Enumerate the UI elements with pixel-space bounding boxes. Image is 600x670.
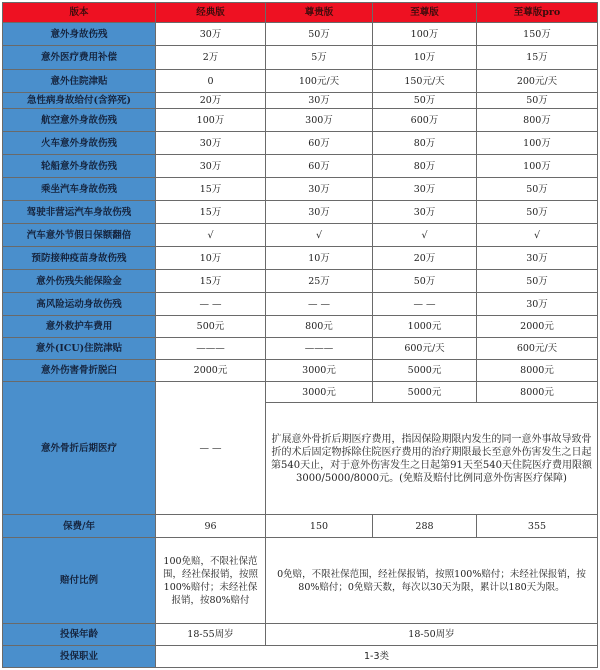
cell: 5万 — [266, 46, 373, 70]
header-version: 版本 — [3, 3, 156, 23]
cell: 300万 — [266, 109, 373, 132]
cell: 30万 — [373, 201, 477, 224]
cell: 150 — [266, 515, 373, 538]
cell: 5000元 — [373, 360, 477, 382]
cell: 30万 — [266, 178, 373, 201]
premium-row — [3, 515, 598, 538]
table-row — [3, 109, 598, 132]
cell: 600元/天 — [477, 338, 598, 360]
cell: 355 — [477, 515, 598, 538]
cell: 800元 — [266, 316, 373, 338]
cell: 600万 — [373, 109, 477, 132]
table-row — [3, 132, 598, 155]
table-row — [3, 201, 598, 224]
cell: 15万 — [477, 46, 598, 70]
row-label: 乘坐汽车身故伤残 — [3, 178, 156, 201]
cell: 100万 — [477, 132, 598, 155]
cell: 0 — [156, 70, 266, 93]
cell: 80万 — [373, 132, 477, 155]
header-classic: 经典版 — [156, 3, 266, 23]
table-row — [3, 23, 598, 46]
table-row — [3, 316, 598, 338]
cell: 0免赔，不限社保范围，经社保报销，按照100%赔付；未经社保报销，按80%赔付；0免赔天数，每次以30天为限，累计以180天为限。 — [266, 538, 598, 624]
table-row — [3, 70, 598, 93]
check-icon: √ — [266, 224, 373, 247]
cell: 5000元 — [373, 382, 477, 403]
table-row — [3, 338, 598, 360]
cell: 96 — [156, 515, 266, 538]
header-premium: 尊贵版 — [266, 3, 373, 23]
cell: ——— — [266, 338, 373, 360]
cell: 100元/天 — [266, 70, 373, 93]
row-label: 投保年龄 — [3, 624, 156, 646]
row-label: 意外医疗费用补偿 — [3, 46, 156, 70]
cell: 3000元 — [266, 382, 373, 403]
cell: 600元/天 — [373, 338, 477, 360]
cell: 30万 — [156, 23, 266, 46]
cell: 200元/天 — [477, 70, 598, 93]
cell: 30万 — [156, 155, 266, 178]
payout-row — [3, 538, 598, 624]
cell: 50万 — [477, 270, 598, 293]
header-supreme-pro: 至尊版pro — [477, 3, 598, 23]
cell: — — — [266, 293, 373, 316]
cell: 20万 — [373, 247, 477, 270]
table-row — [3, 293, 598, 316]
cell: 50万 — [266, 23, 373, 46]
cell: 18-50周岁 — [266, 624, 598, 646]
cell: 8000元 — [477, 360, 598, 382]
table-row — [3, 360, 598, 382]
table-row — [3, 46, 598, 70]
check-icon: √ — [373, 224, 477, 247]
cell: 20万 — [156, 93, 266, 109]
cell: 15万 — [156, 201, 266, 224]
row-label: 意外(ICU)住院津贴 — [3, 338, 156, 360]
table-row — [3, 178, 598, 201]
age-row — [3, 624, 598, 646]
header-supreme: 至尊版 — [373, 3, 477, 23]
cell: 10万 — [373, 46, 477, 70]
cell: 30万 — [477, 247, 598, 270]
cell: 3000元 — [266, 360, 373, 382]
cell: — — — [156, 382, 266, 515]
row-label: 轮船意外身故伤残 — [3, 155, 156, 178]
cell: 100万 — [373, 23, 477, 46]
cell: 288 — [373, 515, 477, 538]
cell: 2000元 — [477, 316, 598, 338]
cell: 80万 — [373, 155, 477, 178]
table-row — [3, 224, 598, 247]
cell: 50万 — [373, 270, 477, 293]
cell: 15万 — [156, 270, 266, 293]
fracture-row — [3, 382, 598, 403]
cell: 30万 — [477, 293, 598, 316]
row-label: 意外骨折后期医疗 — [3, 382, 156, 515]
cell: 100免赔，不限社保范围，经社保报销，按照100%赔付；未经社保报销，按80%赔付 — [156, 538, 266, 624]
cell: 1000元 — [373, 316, 477, 338]
row-label: 赔付比例 — [3, 538, 156, 624]
cell: 60万 — [266, 132, 373, 155]
cell: 50万 — [373, 93, 477, 109]
row-label: 保费/年 — [3, 515, 156, 538]
cell: 18-55周岁 — [156, 624, 266, 646]
table-row — [3, 93, 598, 109]
cell: 25万 — [266, 270, 373, 293]
row-label: 意外身故伤残 — [3, 23, 156, 46]
fracture-note: 扩展意外骨折后期医疗费用，指因保险期限内发生的同一意外事故导致骨折的术后固定物拆除住院医疗费用的治疗期限最长至意外伤害发生之日起第540天止，对于意外伤害发生之日起第91天至540天住院医疗费用限额3000/5000/8000元。(免赔及赔付比例同意外伤害医疗保障) — [266, 403, 598, 515]
cell: 50万 — [477, 201, 598, 224]
row-label: 汽车意外节假日保额翻倍 — [3, 224, 156, 247]
cell: 800万 — [477, 109, 598, 132]
cell: 1-3类 — [156, 646, 598, 668]
insurance-comparison-table — [2, 2, 598, 668]
row-label: 意外伤残失能保险金 — [3, 270, 156, 293]
cell: 2000元 — [156, 360, 266, 382]
cell: 30万 — [156, 132, 266, 155]
occupation-row — [3, 646, 598, 668]
row-label: 驾驶非营运汽车身故伤残 — [3, 201, 156, 224]
cell: 150万 — [477, 23, 598, 46]
row-label: 意外救护车费用 — [3, 316, 156, 338]
header-row — [3, 3, 598, 23]
cell: — — — [373, 293, 477, 316]
cell: 30万 — [266, 93, 373, 109]
check-icon: √ — [477, 224, 598, 247]
row-label: 急性病身故给付(含猝死) — [3, 93, 156, 109]
cell: 500元 — [156, 316, 266, 338]
table-row — [3, 270, 598, 293]
row-label: 投保职业 — [3, 646, 156, 668]
row-label: 预防接种疫苗身故伤残 — [3, 247, 156, 270]
table-row — [3, 155, 598, 178]
row-label: 意外住院津贴 — [3, 70, 156, 93]
row-label: 火车意外身故伤残 — [3, 132, 156, 155]
cell: ——— — [156, 338, 266, 360]
cell: 50万 — [477, 93, 598, 109]
cell: 15万 — [156, 178, 266, 201]
cell: — — — [156, 293, 266, 316]
cell: 2万 — [156, 46, 266, 70]
cell: 150元/天 — [373, 70, 477, 93]
cell: 50万 — [477, 178, 598, 201]
row-label: 意外伤害骨折脱臼 — [3, 360, 156, 382]
cell: 10万 — [266, 247, 373, 270]
row-label: 高风险运动身故伤残 — [3, 293, 156, 316]
cell: 10万 — [156, 247, 266, 270]
cell: 30万 — [266, 201, 373, 224]
cell: 8000元 — [477, 382, 598, 403]
cell: 100万 — [156, 109, 266, 132]
table-row — [3, 247, 598, 270]
cell: 100万 — [477, 155, 598, 178]
row-label: 航空意外身故伤残 — [3, 109, 156, 132]
cell: 60万 — [266, 155, 373, 178]
cell: 30万 — [373, 178, 477, 201]
check-icon: √ — [156, 224, 266, 247]
